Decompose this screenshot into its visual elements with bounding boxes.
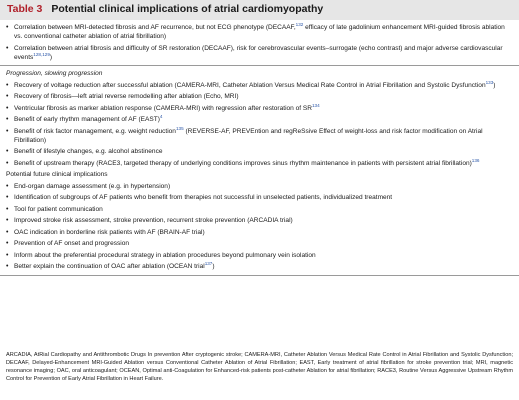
item-text: End-organ damage assessment (e.g. in hypertension) bbox=[14, 182, 171, 190]
item-text: Benefit of upstream therapy (RACE3, targeted therapy of underlying conditions improves sinus rhythm maintenance in patients with persistent atrial fibrillation) bbox=[14, 159, 472, 167]
list-item bbox=[0, 44, 519, 62]
item-text: Benefit of risk factor management, e.g. weight reduction bbox=[14, 127, 176, 135]
reference-superscript: 135 bbox=[175, 125, 184, 131]
list-item bbox=[0, 92, 519, 101]
table-footnote: ARCADIA, AtRial Cardiopathy and Antithrombotic Drugs In prevention After cryptogenic stroke; CAMERA-MRI, Catheter Ablation Versus Medical Rate Control in Atrial Fibrillation and Systolic Dysfunction; DECAAF, Delayed-Enhancement MRI-Guided Ablation versus Conventional Catheter Ablation of Atrial Fibrillation; EAST, Early treatment of atrial fibrillation for stroke prevention trial; MRI, magnetic resonance imaging; OAC, oral anticoagulant; OCEAN, Optimal anti-Coagulation for Enhanced-risk patients post-catheter Ablation for atrial fibrillation; RACE3, Routine Versus Aggressive Upstream Rhythm Control for Prevention of Early Atrial Fibrillation in Heart Failure. bbox=[6, 352, 513, 382]
reference-superscript: 4 bbox=[159, 113, 163, 119]
reference-superscript: 128,129 bbox=[33, 51, 50, 57]
reference-superscript: 134 bbox=[312, 102, 320, 108]
list-item bbox=[0, 104, 519, 113]
list-item bbox=[0, 115, 519, 124]
item-text: Recovery of fibrosis—left atrial reverse remodelling after ablation (Echo, MRI) bbox=[14, 93, 239, 101]
list-item bbox=[0, 193, 519, 202]
section-divider bbox=[0, 275, 519, 276]
item-text: Correlation between atrial fibrosis and difficulty of SR restoration (DECAAF), risk for cerebrovascular events–surrogate (echo contrast) and major adverse cardiovascular events bbox=[14, 44, 503, 61]
list-item bbox=[0, 216, 519, 225]
reference-superscript: 132 bbox=[295, 21, 304, 27]
section-heading: Progression, slowing progression bbox=[6, 70, 103, 78]
table-title-bar bbox=[0, 0, 519, 20]
item-text: Better explain the continuation of OAC after ablation (OCEAN trial bbox=[14, 263, 205, 271]
item-text: ) bbox=[49, 53, 53, 61]
item-text: Recovery of voltage reduction after successful ablation (CAMERA-MRI, Catheter Ablation Versus Medical Rate Control in Atrial Fibrillation and Systolic Dysfunction bbox=[14, 81, 486, 89]
list-item bbox=[0, 262, 519, 271]
item-text: Inform about the preferential procedural strategy in ablation procedures beyond pulmonary vein isolation bbox=[14, 251, 316, 259]
list-item bbox=[0, 81, 519, 90]
list-item bbox=[0, 159, 519, 168]
item-text: (REVERSE-AF, PREVEntion and regReSsive Effect of weight-loss and risk factor modification on Atrial Fibrillation) bbox=[14, 127, 483, 144]
item-text: Correlation between MRI-detected fibrosis and AF recurrence, but not ECG phenotype (DECAAF, bbox=[14, 24, 296, 31]
list-item bbox=[0, 205, 519, 214]
list-item bbox=[0, 23, 519, 41]
list-item bbox=[0, 228, 519, 237]
list-item bbox=[0, 251, 519, 260]
item-text: OAC indication in borderline risk patients with AF (BRAIN-AF trial) bbox=[14, 228, 205, 236]
table-number: Table 3 bbox=[7, 3, 43, 15]
item-text: efficacy of late gadolinium enhancement MRI-guided fibrosis ablation vs. conventional catheter ablation of atrial fibrillation) bbox=[14, 24, 505, 41]
reference-superscript: 137 bbox=[204, 261, 213, 267]
list-item bbox=[0, 182, 519, 191]
reference-superscript: 136 bbox=[471, 157, 480, 163]
item-text: Benefit of early rhythm management of AF (EAST) bbox=[14, 116, 160, 124]
list-item bbox=[0, 239, 519, 248]
item-text: Identification of subgroups of AF patients who benefit from therapies not successful in unselected patients, individualized treatment bbox=[14, 194, 393, 202]
item-text: Benefit of lifestyle changes, e.g. alcohol abstinence bbox=[14, 148, 163, 156]
section-divider bbox=[0, 65, 519, 66]
item-text: Improved stroke risk assessment, stroke prevention, recurrent stroke prevention (ARCADIA trial) bbox=[14, 217, 293, 225]
item-text: Ventricular fibrosis as marker ablation response (CAMERA-MRI) with regression after restoration of SR bbox=[14, 104, 312, 112]
item-text: ) bbox=[493, 81, 496, 89]
section-heading: Potential future clinical implications bbox=[6, 171, 108, 179]
item-text: Tool for patient communication bbox=[14, 205, 103, 213]
reference-superscript: 133 bbox=[485, 79, 494, 85]
list-item bbox=[0, 147, 519, 156]
item-text: Prevention of AF onset and progression bbox=[14, 240, 130, 248]
item-text: ) bbox=[212, 263, 215, 271]
table-body bbox=[0, 23, 519, 279]
list-item bbox=[0, 127, 519, 145]
table-title: Potential clinical implications of atrial cardiomyopathy bbox=[51, 3, 324, 15]
